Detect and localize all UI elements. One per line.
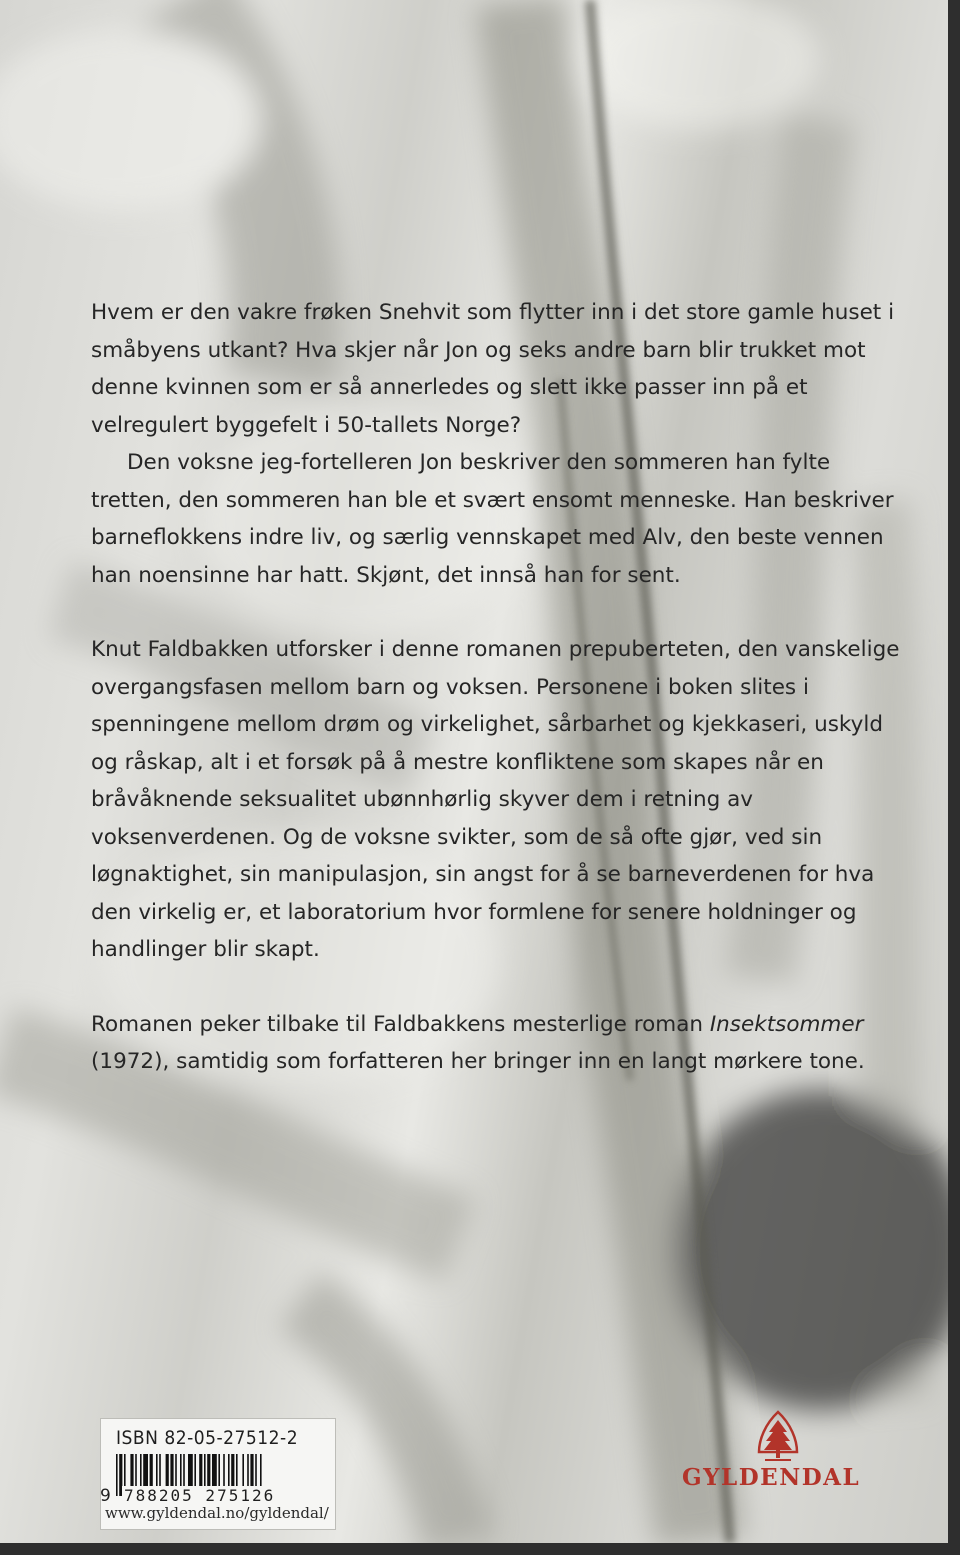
fir-tree-logo-icon <box>755 1410 801 1464</box>
blurb-text <box>91 294 903 1081</box>
blurb-paragraph-1: Hvem er den vakre frøken Snehvit som flytter inn i det store gamle huset i småbyens utkant? Hva skjer når Jon og seks andre barn blir trukket mot denne kvinnen som er så annerledes og slett ikke passer inn på et velregulert byggefelt i 50-tallets Norge? <box>91 300 895 438</box>
novel-title-reference: Insektsommer <box>709 1011 864 1037</box>
blurb-paragraph-3: Knut Faldbakken utforsker i denne romanen prepuberteten, den vanskelige overgangsfasen mellom barn og voksen. Personene i boken slites i spenningene mellom drøm og virkelighet, sårbarhet og kjekkaseri, uskyld og råskap, alt i et forsøk på å mestre konfliktene som skapes når en bråvåknende seksualitet ubønnhørlig skyver dem i retning av voksenverdenen. Og de voksne svikter, som de så ofte gjør, ved sin løgnaktighet, sin manipulasjon, sin angst for å se barneverdenen for hva den virkelig er, et laboratorium hvor formlene for senere holdninger og handlinger blir skapt. <box>91 637 900 962</box>
publisher-url: www.gyldendal.no/gyldendal/ <box>105 1504 329 1522</box>
ean-digits: 788205 275126 <box>124 1486 276 1505</box>
blurb-paragraph-4-lead: Romanen peker tilbake til Faldbakkens mesterlige roman <box>91 1011 710 1037</box>
publisher-name: GYLDENDAL <box>682 1464 861 1491</box>
blurb-paragraph-4 <box>91 1006 903 1081</box>
isbn-number: ISBN 82-05-27512-2 <box>116 1427 299 1449</box>
blurb-paragraph-2: Den voksne jeg-fortelleren Jon beskriver den sommeren han fylte tretten, den sommeren han ble et svært ensomt menneske. Han beskriver barneflokkens indre liv, og særlig vennskapet med Alv, den beste vennen han noensinne har hatt. Skjønt, det innså han for sent. <box>91 450 894 588</box>
scan-edge-right <box>948 0 960 1555</box>
ean-first-digit: 9 <box>100 1486 111 1506</box>
scan-edge-bottom <box>0 1543 960 1555</box>
blurb-paragraph-4-tail: (1972), samtidig som forfatteren her bringer inn en langt mørkere tone. <box>91 1049 865 1074</box>
